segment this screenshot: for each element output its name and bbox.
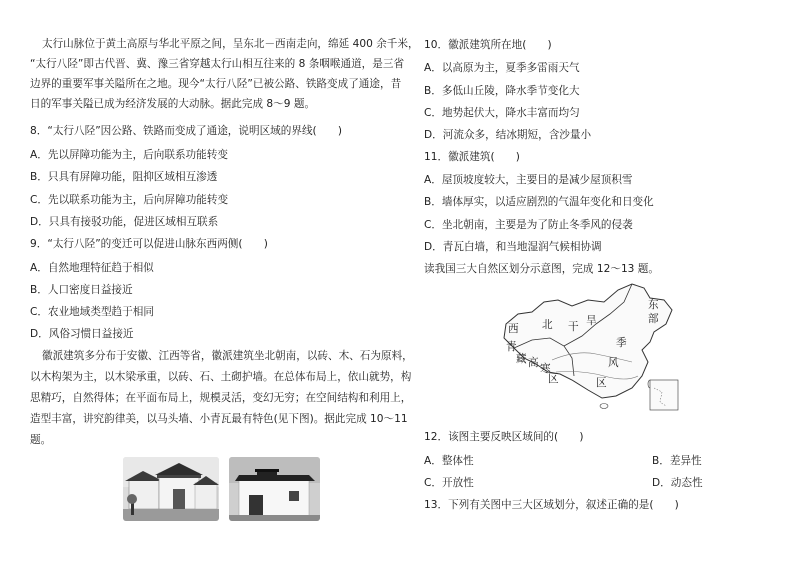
question-11-option-b: B．墙体厚实，以适应剧烈的气温年变化和日变化: [424, 196, 654, 208]
question-12-option-b: B．差异性: [652, 455, 702, 467]
question-8-option-d: D．只具有接驳功能，促进区域相互联系: [30, 216, 219, 228]
map-label-bei: 北: [542, 319, 553, 331]
map-label-dong: 东: [648, 299, 659, 311]
passage1-line-4: 日的军事关隘已成为经济发展的大动脉。据此完成 8～9 题。: [30, 98, 316, 110]
question-9-option-b: B．人口密度日益接近: [30, 284, 133, 296]
passage2-line-1: 徽派建筑多分布于安徽、江西等省，徽派建筑坐北朝南，以砖、木、石为原料，: [42, 350, 413, 362]
map-label-qu2: 区: [596, 377, 607, 389]
map-label-zang: 藏: [516, 353, 527, 365]
question-9-option-d: D．风俗习惯日益接近: [30, 328, 134, 340]
question-12-option-a: A．整体性: [424, 455, 474, 467]
question-11-option-a: A．屋顶坡度较大，主要目的是减少屋顶积雪: [424, 174, 633, 186]
question-10-option-d: D．河流众多，结冰期短，含沙量小: [424, 129, 592, 141]
question-11-stem: 11．徽派建筑( ): [424, 151, 520, 163]
question-12-option-d: D．动态性: [652, 477, 703, 489]
question-13-stem: 13．下列有关图中三大区域划分，叙述正确的是( ): [424, 499, 679, 511]
passage1-line-1: 太行山脉位于黄土高原与华北平原之间，呈东北－西南走向，绵延 400 余千米，: [42, 38, 419, 50]
passage1-line-2: “太行八陉”即古代晋、冀、豫三省穿越太行山相互往来的 8 条咽喉通道，是三省: [30, 58, 405, 70]
passage2-line-2: 以木构架为主，以木梁承重，以砖、石、土砌护墙。在总体布局上，依山就势，构: [30, 371, 412, 383]
question-11-option-d: D．青瓦白墙，和当地湿润气候相协调: [424, 241, 602, 253]
map-label-gan: 干: [568, 321, 579, 333]
question-9-stem: 9．“太行八陉”的变迁可以促进山脉东西两侧( ): [30, 238, 268, 250]
question-10-option-c: C．地势起伏大，降水丰富而均匀: [424, 107, 580, 119]
passage2-line-4: 造型丰富，讲究韵律美，以马头墙、小青瓦最有特色(见下图)。据此完成 10～11: [30, 413, 408, 425]
question-8-option-c: C．先以联系功能为主，后向屏障功能转变: [30, 194, 229, 206]
question-8-option-b: B．只具有屏障功能，阻抑区域相互渗透: [30, 171, 218, 183]
map-label-gao: 高: [528, 357, 539, 369]
passage2-line-3: 思精巧，自然得体；在平面布局上，规模灵活，变幻无穷；在空间结构和利用上，: [30, 392, 412, 404]
map-label-han2: 寒: [540, 363, 551, 375]
question-9-option-a: A．自然地理特征趋于相似: [30, 262, 154, 274]
china-natural-regions-map: [492, 280, 704, 418]
question-9-option-c: C．农业地域类型趋于相同: [30, 306, 154, 318]
passage2-line-5: 题。: [30, 434, 52, 446]
question-12-stem: 12．该图主要反映区域间的( ): [424, 431, 584, 443]
map-label-qing: 青: [506, 341, 517, 353]
map-label-qu1: 区: [548, 373, 559, 385]
question-8-option-a: A．先以屏障功能为主，后向联系功能转变: [30, 149, 228, 161]
question-10-option-a: A．以高原为主，夏季多雷雨天气: [424, 62, 580, 74]
question-10-option-b: B．多低山丘陵，降水季节变化大: [424, 85, 580, 97]
question-10-stem: 10．徽派建筑所在地( ): [424, 39, 552, 51]
question-8-stem: 8．“太行八陉”因公路、铁路而变成了通途，说明区域的界线( ): [30, 125, 343, 137]
huizhou-building-photo-2: [229, 457, 320, 521]
map-label-feng: 风: [608, 357, 619, 369]
map-label-ji: 季: [616, 337, 627, 349]
map-label-han: 旱: [586, 315, 597, 327]
passage1-line-3: 边界的重要军事关隘所在之地。现今“太行八陉”已被公路、铁路变成了通途，昔: [30, 78, 402, 90]
huizhou-building-photo-1: [123, 457, 219, 521]
map-label-bu: 部: [648, 313, 659, 325]
question-12-intro: 读我国三大自然区划分示意图，完成 12～13 题。: [424, 263, 659, 275]
question-12-option-c: C．开放性: [424, 477, 474, 489]
question-11-option-c: C．坐北朝南，主要是为了防止冬季风的侵袭: [424, 219, 633, 231]
map-label-xi: 西: [508, 323, 519, 335]
